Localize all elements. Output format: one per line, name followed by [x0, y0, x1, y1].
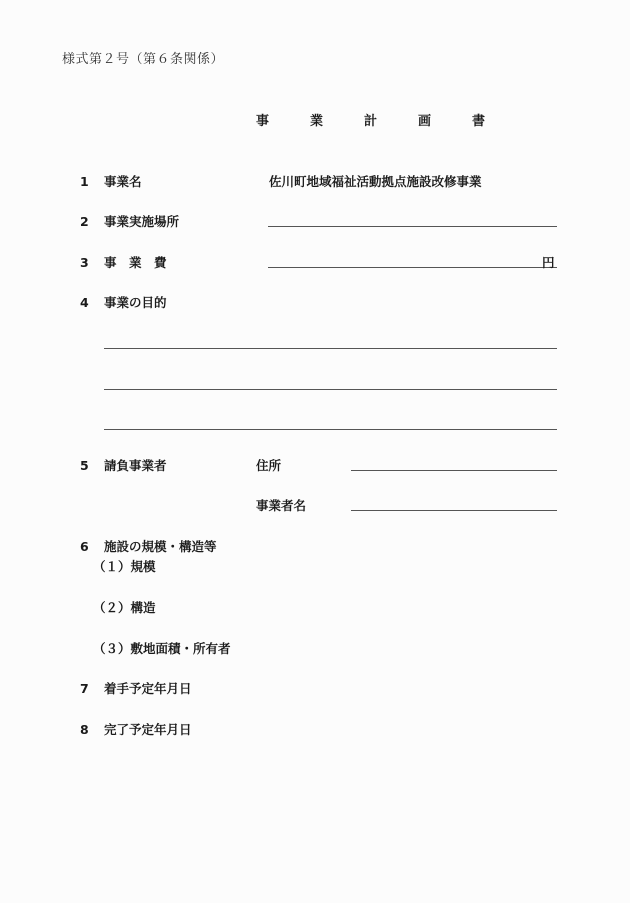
purpose-line-3[interactable]	[104, 429, 557, 430]
item-start-date	[80, 679, 192, 697]
project-location-field[interactable]	[268, 226, 557, 227]
item-label: 事業名	[104, 174, 142, 189]
item-number: 6	[80, 539, 89, 554]
form-number: 様式第２号（第６条関係）	[62, 52, 225, 67]
item-project-name	[80, 172, 142, 190]
subitem-site-area-owner: （３）敷地面積・所有者	[93, 641, 231, 656]
item-number: 3	[80, 255, 89, 270]
item-number: 1	[80, 174, 89, 189]
item-label: 着手予定年月日	[104, 681, 192, 696]
item-label: 事業の目的	[104, 295, 167, 310]
item-facility-scale	[80, 537, 217, 555]
item-number: 5	[80, 458, 89, 473]
project-cost-field[interactable]	[268, 267, 557, 268]
project-name-value: 佐川町地域福祉活動拠点施設改修事業	[269, 174, 482, 189]
contractor-name-field[interactable]	[351, 510, 557, 511]
item-label: 施設の規模・構造等	[104, 539, 217, 554]
item-number: 4	[80, 295, 89, 310]
page-title: 事 業 計 画 書	[256, 114, 500, 129]
item-number: 8	[80, 722, 89, 737]
contractor-address-field[interactable]	[351, 470, 557, 471]
item-project-location	[80, 212, 179, 230]
item-label: 請負事業者	[104, 458, 167, 473]
purpose-line-1[interactable]	[104, 348, 557, 349]
item-contractor	[80, 456, 167, 474]
item-label: 事業実施場所	[104, 214, 180, 229]
item-number: 7	[80, 681, 89, 696]
purpose-line-2[interactable]	[104, 389, 557, 390]
contractor-address-label: 住所	[256, 458, 282, 473]
subitem-structure: （２）構造	[93, 600, 156, 615]
item-completion-date	[80, 720, 192, 738]
yen-unit: 円	[542, 255, 555, 270]
item-number: 2	[80, 214, 89, 229]
item-label: 事 業 費	[104, 255, 167, 270]
subitem-scale: （１）規模	[93, 559, 156, 574]
item-project-purpose	[80, 293, 167, 311]
item-project-cost	[80, 253, 167, 271]
item-label: 完了予定年月日	[104, 722, 192, 737]
contractor-name-label: 事業者名	[256, 498, 307, 513]
